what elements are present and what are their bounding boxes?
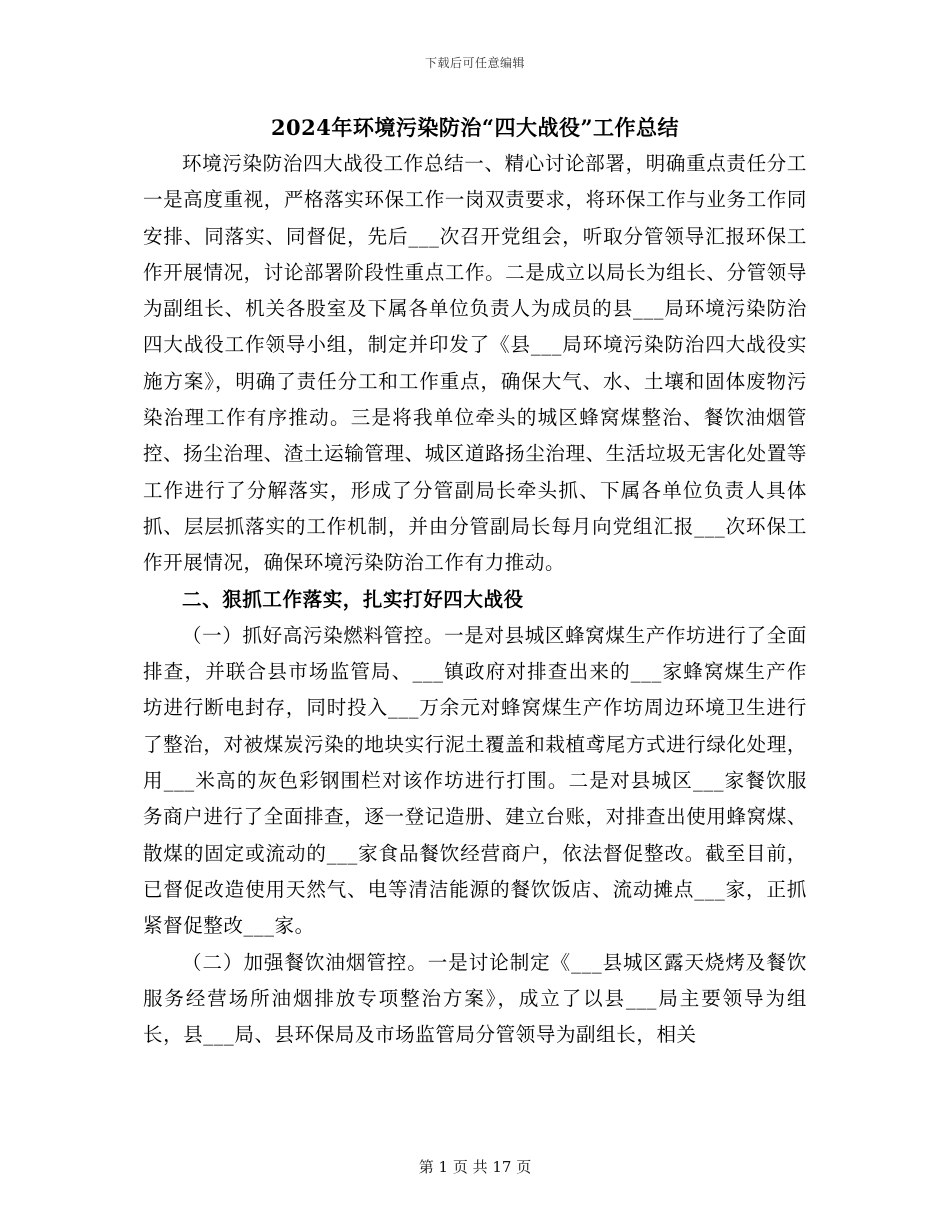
document-body [143, 146, 807, 1053]
section-heading: 二、狠抓工作落实，扎实打好四大战役 [182, 587, 524, 611]
body-paragraph: （二）加强餐饮油烟管控。一是讨论制定《___县城区露天烧烤及餐饮服务经营场所油烟排放专项整治方案》，成立了以县___局主要领导为组长，县___局、县环保局及市场监管局分管领导为副组长，相关 [143, 950, 807, 1047]
body-paragraph: （一）抓好高污染燃料管控。一是对县城区蜂窝煤生产作坊进行了全面排查，并联合县市场监管局、___镇政府对排查出来的___家蜂窝煤生产作坊进行断电封存，同时投入___万余元对蜂窝煤生产作坊周边环境卫生进行了整治，对被煤炭污染的地块实行泥土覆盖和栽植鸢尾方式进行绿化处理，用___米高的灰色彩钢围栏对该作坊进行打围。二是对县城区___家餐饮服务商户进行了全面排查，逐一登记造册、建立台账，对排查出使用蜂窝煤、散煤的固定或流动的___家食品餐饮经营商户，依法督促整改。截至目前，已督促改造使用天然气、电等清洁能源的餐饮饭店、流动摊点___家，正抓紧督促整改___家。 [143, 623, 807, 938]
header-note: 下载后可任意编辑 [424, 56, 525, 70]
body-paragraph: 环境污染防治四大战役工作总结一、精心讨论部署，明确重点责任分工一是高度重视，严格落实环保工作一岗双责要求，将环保工作与业务工作同安排、同落实、同督促，先后___次召开党组会，听取分管领导汇报环保工作开展情况，讨论部署阶段性重点工作。二是成立以局长为组长、分管领导为副组长、机关各股室及下属各单位负责人为成员的县___局环境污染防治四大战役工作领导小组，制定并印发了《县___局环境污染防治四大战役实施方案》，明确了责任分工和工作重点，确保大气、水、土壤和固体废物污染治理工作有序推动。三是将我单位牵头的城区蜂窝煤整治、餐饮油烟管控、扬尘治理、渣土运输管理、城区道路扬尘治理、生活垃圾无害化处置等工作进行了分解落实，形成了分管副局长牵头抓、下属各单位负责人具体抓、层层抓落实的工作机制，并由分管副局长每月向党组汇报___次环保工作开展情况，确保环境污染防治工作有力推动。 [143, 152, 807, 575]
document-title: 2024年环境污染防治“四大战役”工作总结 [270, 115, 680, 140]
page-number: 第 1 页 共 17 页 [418, 1158, 532, 1176]
